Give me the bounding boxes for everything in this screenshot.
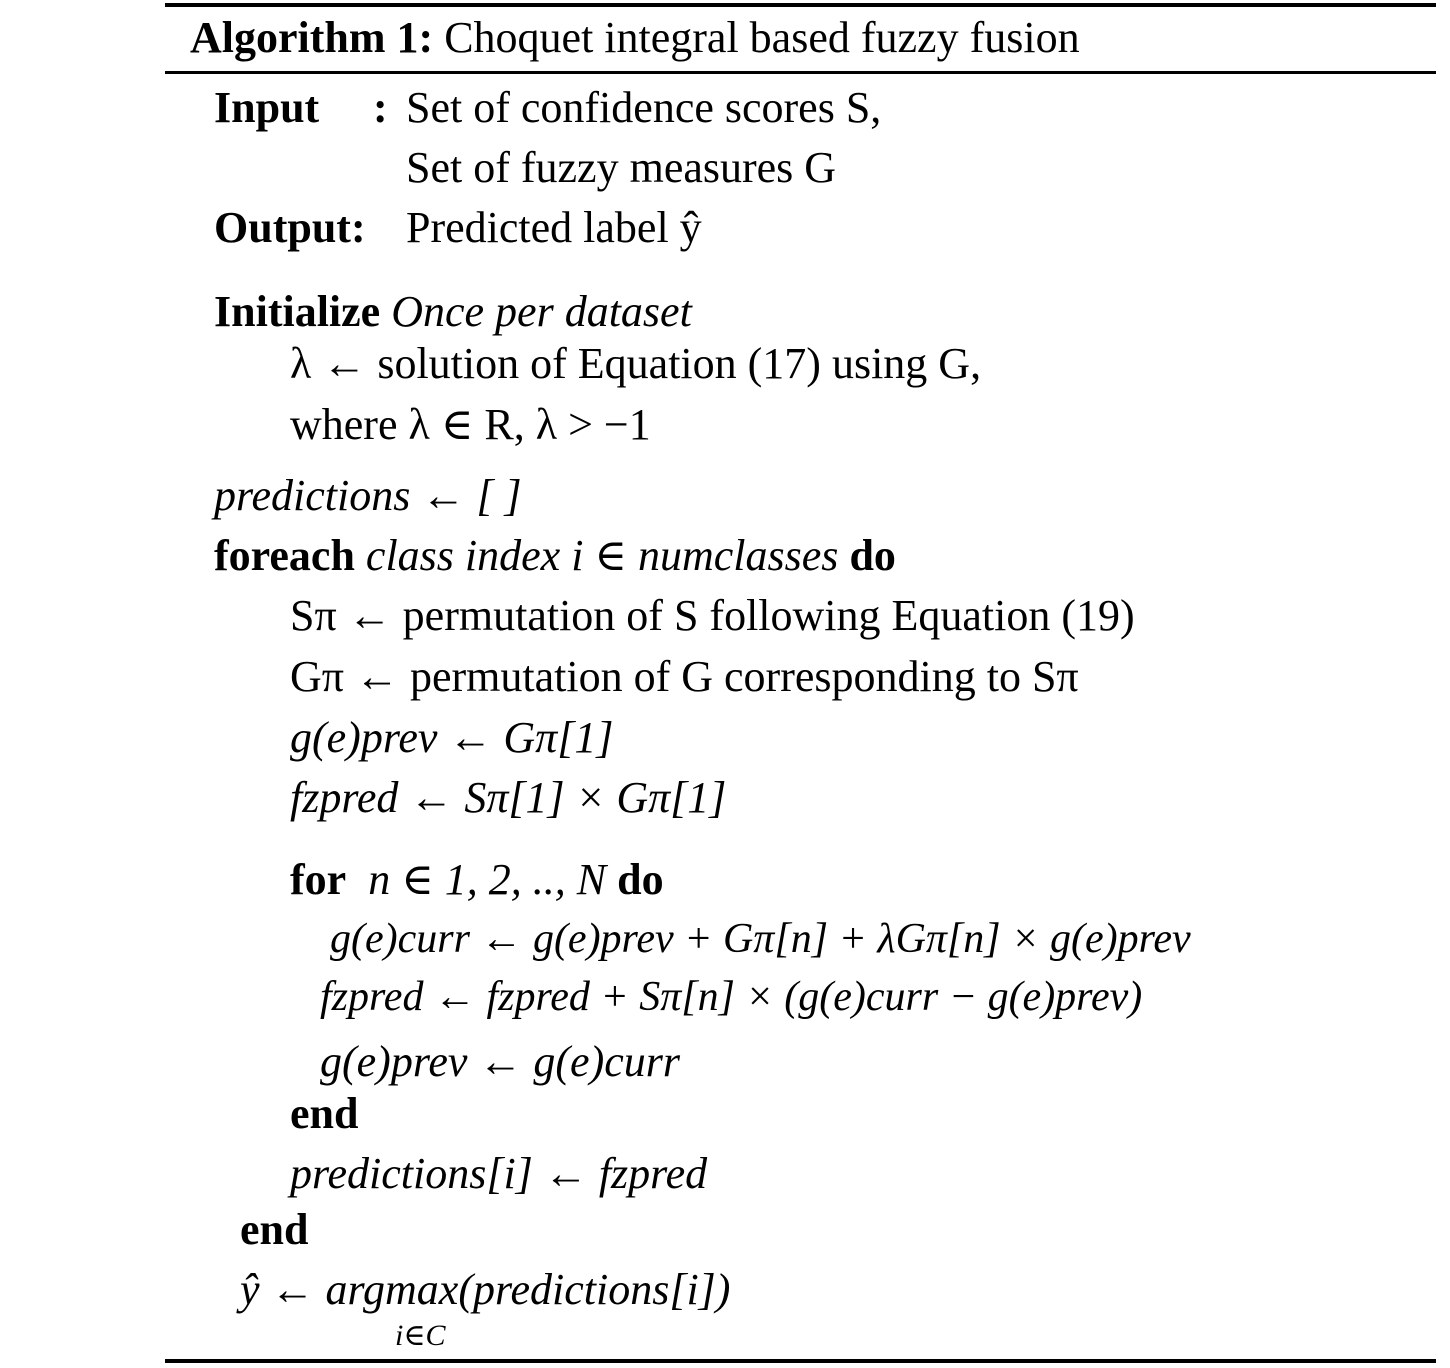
gcurr-update-line: g(e)curr ← g(e)prev + Gπ[n] + λGπ[n] × g(e)prev: [330, 916, 1191, 962]
final-argmax-line: ŷ ← argmax(predictions[i]): [240, 1265, 731, 1314]
s-pi-line: Sπ ← permutation of S following Equation (19): [290, 591, 1135, 640]
foreach-do-keyword: do: [849, 531, 896, 580]
for-condition: n ∈ 1, 2, .., N: [368, 855, 607, 904]
foreach-condition: class index i ∈ numclasses: [365, 531, 839, 580]
for-line: [290, 855, 664, 904]
algorithm-title: Choquet integral based fuzzy fusion: [444, 13, 1080, 62]
lambda-constraint-line: where λ ∈ R, λ > −1: [290, 400, 651, 449]
output-keyword: Output:: [214, 203, 366, 252]
end-foreach-keyword: end: [240, 1205, 309, 1254]
gprev-init-line: g(e)prev ← Gπ[1]: [290, 713, 614, 762]
initialize-note: Once per dataset: [391, 287, 692, 336]
fzpred-update-line: fzpred ← fzpred + Sπ[n] × (g(e)curr − g(e)prev): [320, 974, 1143, 1020]
foreach-line: [214, 531, 896, 580]
predictions-init-line: predictions ← [ ]: [214, 471, 522, 520]
foreach-keyword: foreach: [214, 531, 355, 580]
input-line-2: Set of fuzzy measures G: [406, 143, 837, 192]
header-rule: [165, 71, 1436, 74]
predictions-assign-line: predictions[i] ← fzpred: [290, 1149, 708, 1198]
for-do-keyword: do: [617, 855, 664, 904]
for-keyword: for: [290, 855, 347, 904]
fzpred-init-line: fzpred ← Sπ[1] × Gπ[1]: [290, 773, 727, 822]
algorithm-label: Algorithm 1:: [190, 13, 434, 62]
lambda-solution-line: λ ← solution of Equation (17) using G,: [290, 339, 982, 388]
initialize-keyword: Initialize: [214, 287, 381, 336]
output-text: Predicted label ŷ: [406, 203, 702, 252]
gprev-update-line: g(e)prev ← g(e)curr: [320, 1037, 680, 1086]
top-rule: [165, 3, 1436, 7]
input-colon: :: [373, 83, 388, 132]
input-line-1: Set of confidence scores S,: [406, 83, 882, 132]
bottom-rule: [165, 1359, 1436, 1363]
argmax-subscript: i∈C: [395, 1319, 446, 1352]
initialize-line: [214, 287, 692, 336]
input-keyword: Input: [214, 83, 320, 132]
end-for-keyword: end: [290, 1089, 359, 1138]
algorithm-header: [190, 13, 1080, 62]
g-pi-line: Gπ ← permutation of G corresponding to Sπ: [290, 652, 1079, 701]
